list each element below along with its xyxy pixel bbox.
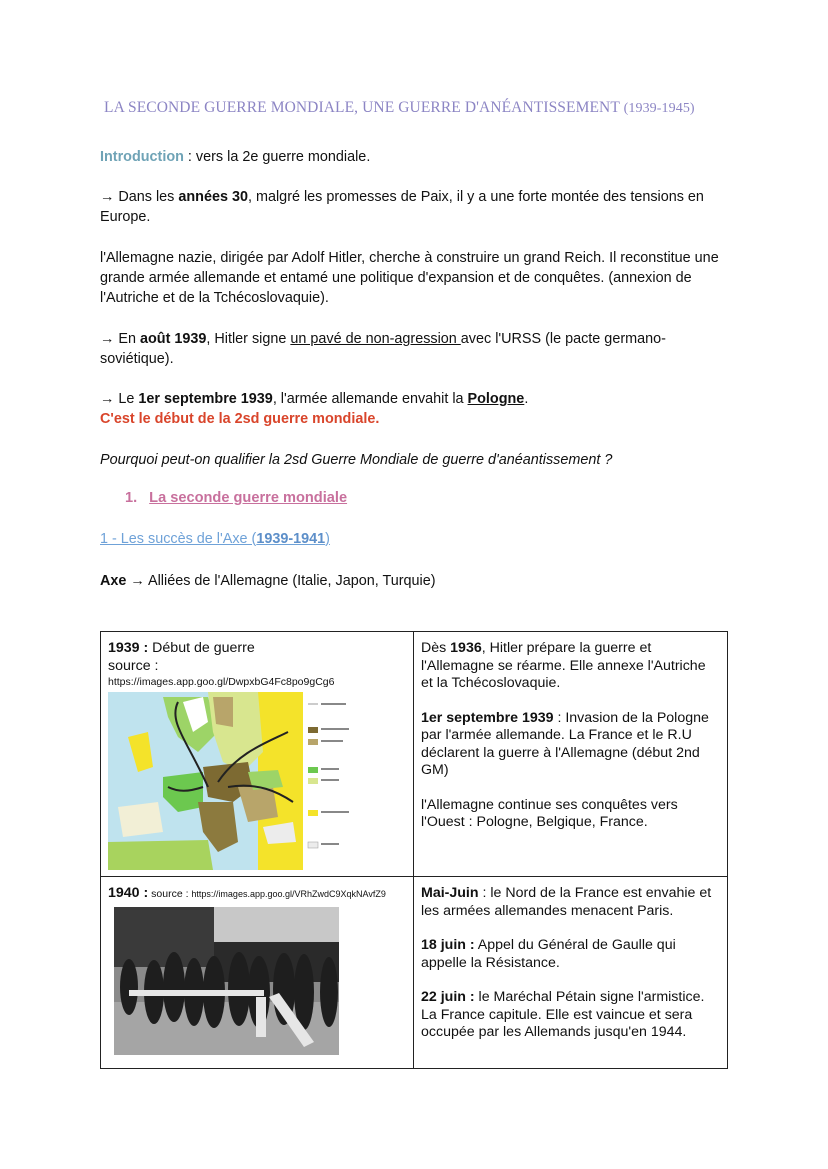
para4-pre: → Le — [100, 391, 139, 407]
para-post: : Invasion de la Pologne par l'armée allemande. La France et le R.U déclarent la guerre à l'Allemagne (début 2nd GM) — [421, 709, 709, 778]
source-label: source : — [108, 657, 159, 674]
caption-1939: Début de guerre — [148, 640, 255, 656]
para3-underlined: un pavé de non-agression — [290, 331, 461, 347]
year-1940: 1940 : — [108, 885, 149, 901]
war-start-highlight: C'est le début de la 2sd guerre mondiale. — [100, 411, 380, 427]
intro-line — [100, 147, 730, 167]
title-text: LA SECONDE GUERRE MONDIALE, UNE GUERRE D'ANÉANTISSEMENT — [104, 99, 620, 116]
para1-post: , malgré les promesses de Paix, il y a une forte montée des tensions en Europe. — [100, 189, 704, 225]
para4-post: . — [524, 391, 529, 407]
subsection-heading-1 — [100, 531, 330, 547]
document-title — [104, 99, 744, 117]
subsection-post: ) — [325, 531, 330, 547]
title-years: (1939-1945) — [623, 101, 695, 116]
paragraph-3 — [100, 329, 730, 369]
para-bold: 22 juin : — [421, 989, 475, 1005]
para4-mid: , l'armée allemande envahit la — [272, 391, 468, 407]
source-url-1939[interactable]: https://images.app.goo.gl/DwpxbG4Fc8po9gCg6 — [108, 676, 335, 688]
axe-definition — [100, 571, 730, 591]
para-bold: 18 juin : — [421, 937, 475, 953]
table-cell-1939-right — [414, 632, 728, 877]
para-post: Appel du Général de Gaulle qui appelle la Résistance. — [421, 937, 676, 971]
para4-bold: 1er septembre 1939 — [138, 391, 273, 407]
cell-paragraph — [421, 989, 720, 1042]
para3-mid: , Hitler signe — [206, 331, 291, 347]
source-url-1940[interactable]: https://images.app.goo.gl/VRhZwdC9XqkNAvfZ9 — [191, 889, 386, 899]
table-cell-1940-left — [101, 877, 414, 1069]
paragraph-4 — [100, 389, 730, 429]
table-cell-1939-left — [101, 632, 414, 877]
para1-pre: → Dans les — [100, 189, 179, 205]
cell-paragraph — [421, 640, 720, 693]
para-bold: 1er septembre 1939 — [421, 709, 554, 726]
subsection-pre: 1 - Les succès de l'Axe ( — [100, 531, 257, 547]
para-bold: 1936 — [450, 640, 482, 656]
axe-label: Axe — [100, 573, 127, 589]
year-1939: 1939 : — [108, 640, 149, 656]
table-row — [101, 877, 728, 1069]
para-post: le Maréchal Pétain signe l'armistice. La France capitule. Elle est vaincue et sera occupée par les Allemands jusqu'en 1944. — [421, 989, 705, 1040]
map-europe-image — [108, 692, 357, 870]
para-bold: Mai-Juin — [421, 885, 479, 901]
photo-soldiers-image — [114, 907, 339, 1055]
para1-bold: années 30 — [178, 189, 248, 205]
axe-text: → Alliées de l'Allemagne (Italie, Japon, Turquie) — [126, 573, 436, 589]
para3-post: avec l'URSS (le pacte germano-soviétique). — [100, 331, 666, 367]
intro-text: : vers la 2e guerre mondiale. — [183, 149, 371, 165]
cell-paragraph — [421, 710, 720, 780]
cell-paragraph — [421, 937, 720, 972]
cell-paragraph — [421, 797, 720, 832]
cell-paragraph — [421, 885, 720, 920]
paragraph-1 — [100, 187, 730, 227]
timeline-table — [100, 631, 728, 1069]
para3-bold: août 1939 — [140, 331, 207, 347]
table-row — [101, 632, 728, 877]
table-cell-1940-right — [414, 877, 728, 1069]
section-number: 1. — [125, 490, 138, 506]
section-title: La seconde guerre mondiale — [149, 490, 348, 506]
subsection-years: 1939-1941 — [256, 531, 326, 547]
section-heading-1 — [125, 490, 347, 506]
para-post: l'Allemagne continue ses conquêtes vers l'Ouest : Pologne, Belgique, France. — [421, 796, 678, 830]
source-label: source : — [148, 888, 192, 900]
problem-question: Pourquoi peut-on qualifier la 2sd Guerre Mondiale de guerre d'anéantissement ? — [100, 452, 613, 468]
paragraph-2: l'Allemagne nazie, dirigée par Adolf Hitler, cherche à construire un grand Reich. Il reconstitue une grande armée allemande et entamé une politique d'expansion et de conquêtes. (annexion de l'Autriche et de la Tchécoslovaquie). — [100, 250, 719, 306]
para-post: : le Nord de la France est envahie et les armées allemandes menacent Paris. — [421, 885, 712, 919]
para3-pre: → En — [100, 331, 140, 347]
intro-label: Introduction — [100, 149, 184, 165]
para-post: , Hitler prépare la guerre et l'Allemagne se réarme. Elle annexe l'Autriche et la Tchécoslovaquie. — [421, 640, 706, 691]
pologne-link: Pologne — [467, 391, 525, 407]
para-pre: Dès — [421, 640, 451, 656]
